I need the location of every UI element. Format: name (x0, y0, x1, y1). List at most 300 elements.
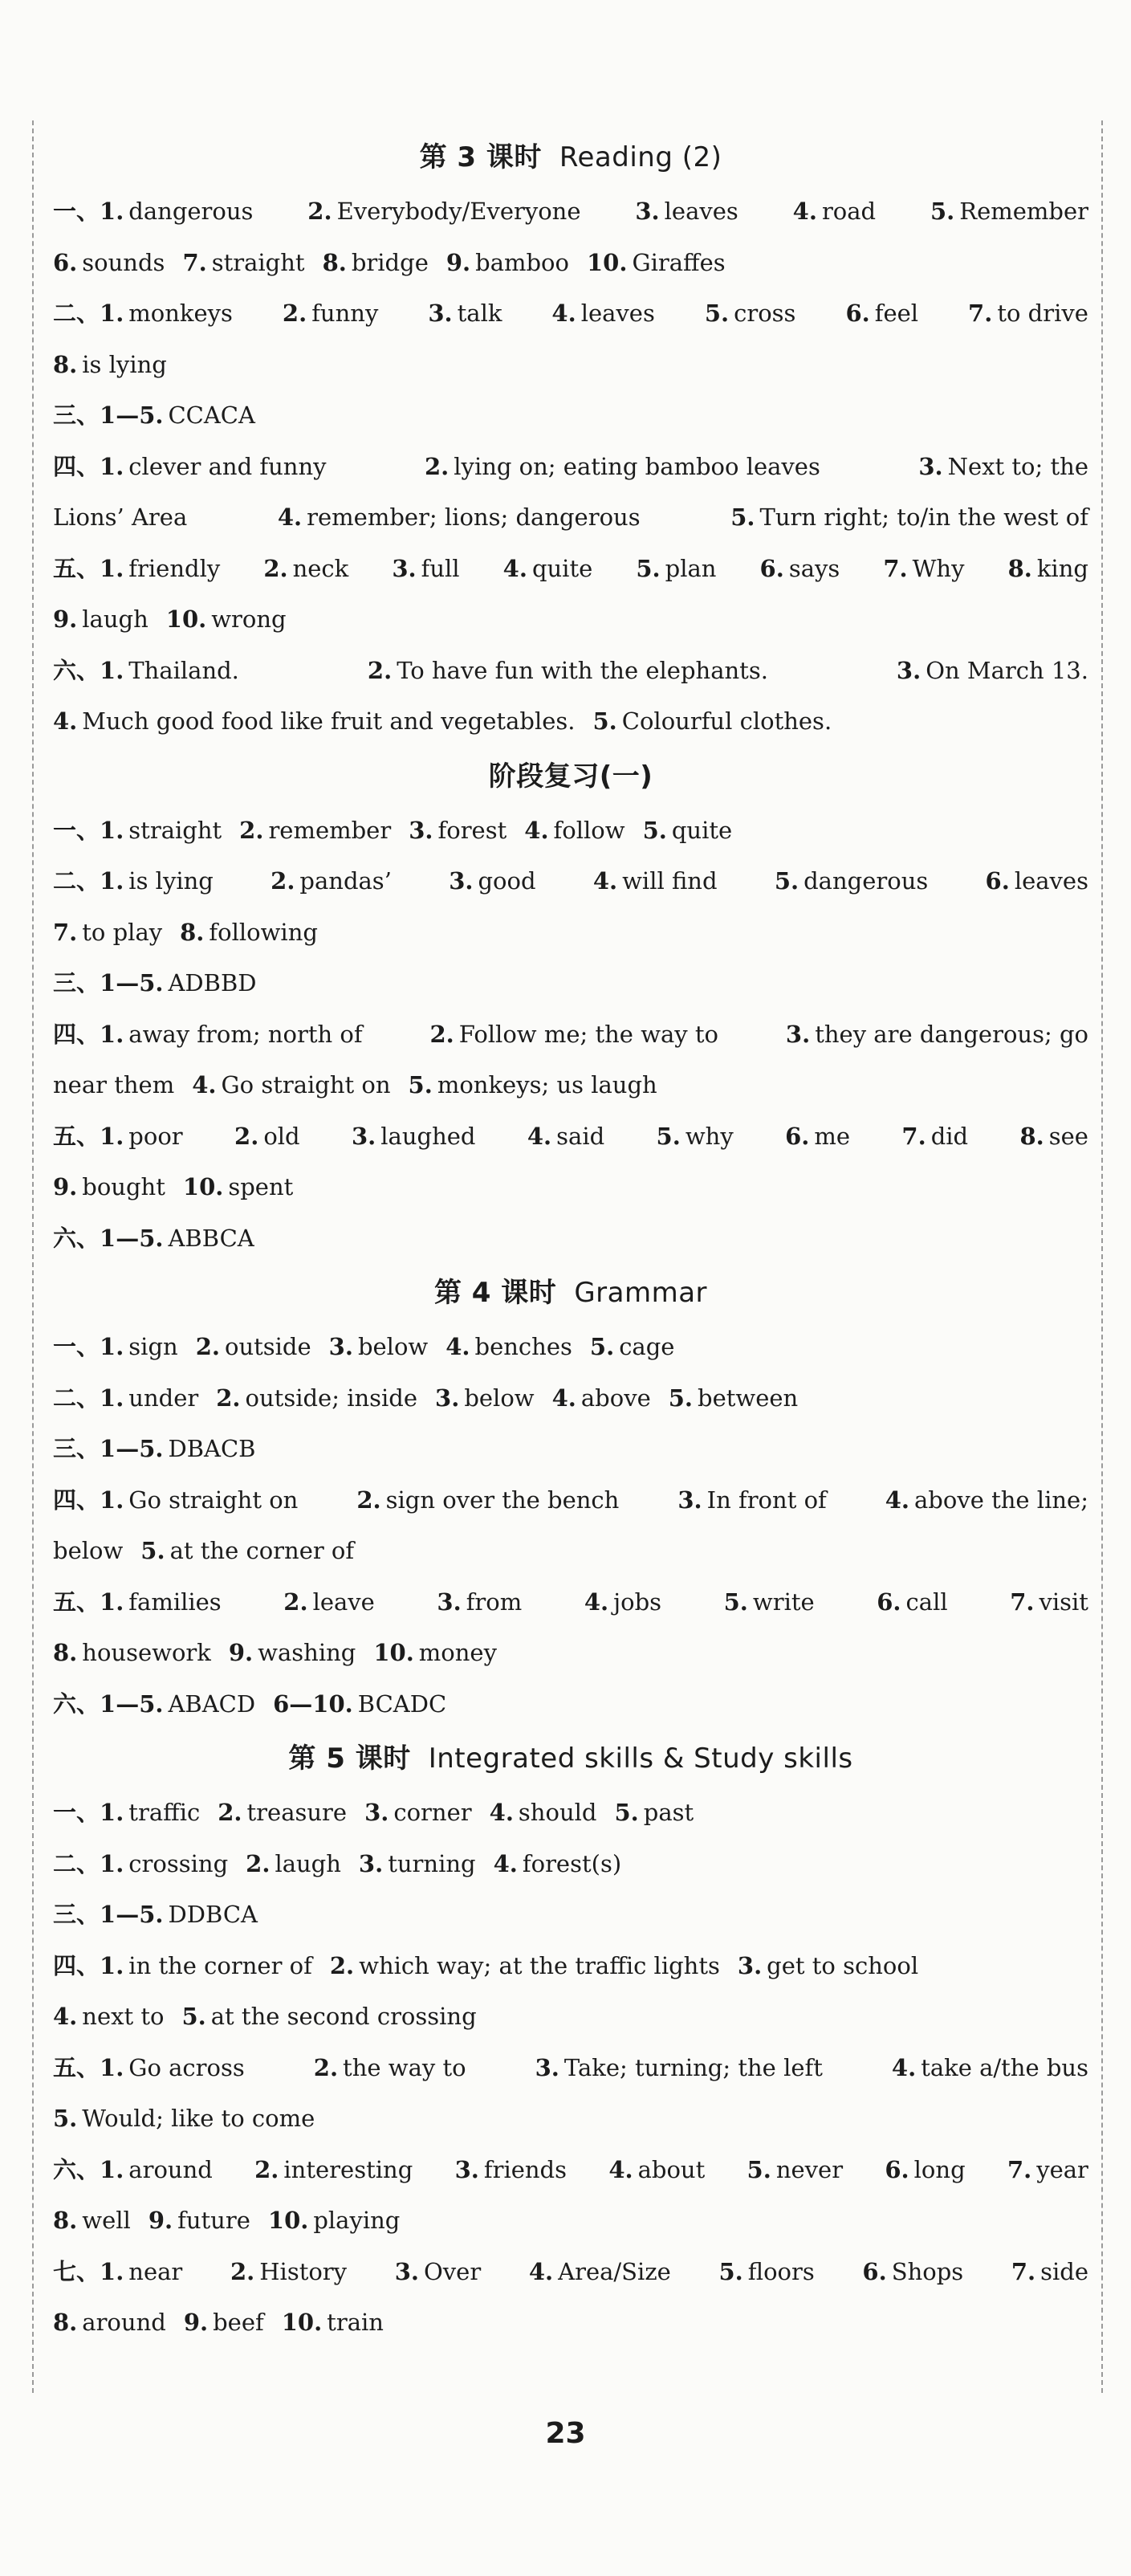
answer-text: wrong (211, 605, 287, 633)
answer-item (885, 2145, 965, 2196)
question-number: 6. (759, 554, 784, 582)
question-number: 10. (267, 2207, 309, 2234)
question-number: 6. (877, 1588, 901, 1616)
answer-line (53, 2297, 1088, 2349)
answer-text: Follow me; the way to (458, 1020, 719, 1048)
answer-item (181, 1991, 476, 2043)
answer-text: forest (437, 816, 507, 844)
answer-item (587, 238, 726, 289)
section-title-cn: 阶段复习(一) (488, 760, 653, 793)
answer-text: straight (128, 816, 222, 844)
answer-key-content (53, 128, 1088, 2349)
question-number: 2. (254, 2155, 279, 2183)
question-number: 1—5. (100, 1901, 164, 1928)
answer-item (330, 1941, 720, 1992)
answer-text: is lying (128, 867, 214, 895)
answer-text: ADBBD (168, 969, 257, 997)
answer-line (53, 288, 1088, 340)
answer-text: Giraffes (632, 248, 726, 276)
answer-line (53, 1162, 1088, 1213)
question-number: 7. (182, 248, 207, 276)
answer-line (53, 907, 1088, 959)
question-number: 3. (428, 300, 453, 327)
question-number: 5. (730, 503, 755, 531)
answer-text: follow (553, 816, 625, 844)
question-number: 4. (445, 1333, 470, 1360)
question-group-label: 六、 (53, 1689, 100, 1718)
answer-text: Next to; the (947, 452, 1088, 480)
answer-line (53, 696, 1088, 748)
answer-item (53, 696, 575, 748)
answer-item (449, 856, 535, 907)
section-title (53, 1730, 1088, 1787)
answer-text: under (128, 1384, 199, 1412)
answer-text: laugh (82, 605, 148, 633)
answer-item (455, 2145, 567, 2196)
answer-text: funny (311, 300, 379, 327)
question-number: 2. (356, 1486, 381, 1514)
answer-text: friendly (128, 554, 221, 582)
answer-item (883, 544, 964, 595)
answer-item (283, 288, 378, 340)
answer-text: they are dangerous; go (815, 1020, 1088, 1048)
question-number: 7. (1007, 2155, 1032, 2183)
question-number: 3. (328, 1333, 353, 1360)
answer-item (428, 288, 502, 340)
answer-text: In front of (706, 1486, 827, 1514)
answer-item (786, 1009, 1088, 1061)
answer-text: To have fun with the elephants. (397, 656, 768, 684)
answer-text: year (1036, 2155, 1088, 2183)
question-group-label: 一、 (53, 1333, 100, 1360)
question-number: 2. (282, 300, 307, 327)
answer-item (356, 1475, 619, 1526)
answer-item (445, 1322, 572, 1373)
answer-text: call (905, 1588, 948, 1616)
question-number: 2. (283, 1588, 308, 1616)
answer-text: neck (292, 554, 349, 582)
answer-item (53, 1526, 123, 1577)
answer-item (282, 2297, 384, 2349)
answer-text: talk (457, 300, 502, 327)
answer-text: Thailand. (128, 656, 239, 684)
answer-item (307, 186, 580, 238)
question-group-label: 五、 (53, 2053, 100, 2081)
question-number: 2. (307, 198, 332, 225)
question-number: 4. (551, 1384, 576, 1412)
answer-item (53, 1213, 254, 1265)
section-title-cn: 第 3 课时 (419, 141, 542, 173)
answer-item (53, 544, 220, 595)
question-number: 1. (100, 1486, 124, 1514)
answer-item (180, 907, 318, 959)
answer-text: pandas’ (299, 867, 392, 895)
answer-text: below (357, 1333, 429, 1360)
answer-text: Take; turning; the left (563, 2053, 823, 2081)
answer-item (53, 1111, 183, 1163)
answer-text: housework (82, 1639, 211, 1666)
question-number: 4. (891, 2053, 917, 2081)
answer-item (53, 2043, 245, 2094)
answer-item (435, 1373, 535, 1425)
answer-item (494, 1839, 622, 1890)
answer-text: benches (474, 1333, 572, 1360)
answer-item (373, 1628, 497, 1679)
question-number: 1. (100, 1020, 124, 1048)
question-group-label: 五、 (53, 1122, 100, 1150)
answer-text: did (930, 1122, 969, 1150)
answer-item (669, 1373, 799, 1425)
answer-line (53, 1060, 1088, 1111)
answer-item (529, 2247, 671, 2298)
answer-text: remember; lions; dangerous (307, 503, 641, 531)
answer-item (239, 805, 391, 857)
answer-item (183, 1162, 293, 1213)
answer-item (53, 856, 214, 907)
answer-text: outside (224, 1333, 311, 1360)
answer-text: crossing (128, 1849, 229, 1877)
answer-item (986, 856, 1088, 907)
question-number: 1. (100, 1588, 124, 1616)
answer-text: bridge (351, 248, 429, 276)
answer-text: cage (619, 1333, 675, 1360)
question-number: 1. (100, 452, 124, 480)
answer-text: get to school (767, 1951, 919, 1979)
question-number: 2. (425, 452, 450, 480)
question-number: 1—5. (100, 1689, 164, 1718)
answer-item (254, 2145, 413, 2196)
answer-text: at the second crossing (210, 2003, 477, 2030)
answer-line (53, 1475, 1088, 1526)
question-number: 9. (148, 2207, 173, 2234)
question-group-label: 一、 (53, 816, 100, 844)
answer-item (166, 594, 287, 646)
question-group-label: 五、 (53, 1588, 100, 1616)
answer-item (885, 1475, 1088, 1526)
answer-text: remember (268, 816, 392, 844)
question-number: 1. (100, 2257, 124, 2285)
answer-text: straight (211, 248, 305, 276)
answer-line (53, 1839, 1088, 1890)
question-number: 3. (677, 1486, 702, 1514)
answer-item (53, 1839, 228, 1890)
question-group-label: 三、 (53, 401, 100, 429)
section-title-en: Grammar (574, 1277, 708, 1309)
question-number: 2. (234, 1122, 259, 1150)
question-number: 1. (100, 816, 124, 844)
question-number: 3. (358, 1849, 384, 1877)
answer-item (1011, 2247, 1088, 2298)
answer-item (283, 1577, 375, 1628)
answer-line (53, 2195, 1088, 2247)
answer-item (724, 1577, 815, 1628)
answer-text: History (259, 2257, 348, 2285)
answer-text: below (464, 1384, 535, 1412)
question-number: 8. (53, 1639, 78, 1666)
answer-text: traffic (128, 1799, 201, 1826)
answer-item (552, 1373, 651, 1425)
answer-item (730, 492, 1088, 544)
answer-line (53, 1679, 1088, 1730)
answer-line (53, 1373, 1088, 1425)
answer-item (314, 2043, 466, 2094)
answer-text: write (752, 1588, 815, 1616)
answer-item (901, 1111, 968, 1163)
answer-text: CCACA (168, 401, 255, 429)
answer-item (437, 1577, 522, 1628)
answer-item (718, 2247, 814, 2298)
answer-item (53, 390, 255, 442)
question-number: 3. (409, 816, 433, 844)
answer-text: On March 13. (926, 656, 1088, 684)
question-number: 5. (140, 1537, 165, 1564)
answer-text: Over (424, 2257, 482, 2285)
question-number: 4. (528, 2257, 554, 2285)
answer-text: road (821, 198, 877, 225)
answer-item (785, 1111, 850, 1163)
question-group-label: 二、 (53, 1849, 100, 1877)
answer-item (53, 1009, 363, 1061)
question-number: 3. (394, 2257, 420, 2285)
answer-text: leaves (580, 300, 655, 327)
answer-text: clever and funny (128, 452, 327, 480)
answer-item (614, 1787, 694, 1839)
answer-item (862, 2247, 963, 2298)
answer-item (635, 186, 738, 238)
answer-item (395, 2247, 481, 2298)
answer-text: at the corner of (169, 1537, 355, 1564)
answer-text: ABACD (168, 1689, 256, 1718)
answer-item (53, 1162, 165, 1213)
answer-text: Area/Size (558, 2257, 671, 2285)
answer-text: BCADC (357, 1689, 447, 1718)
answer-text: between (698, 1384, 799, 1412)
answer-item (53, 1475, 298, 1526)
answer-text: sign (128, 1333, 178, 1360)
answer-line (53, 1322, 1088, 1373)
page-number: 23 (545, 2417, 586, 2450)
answer-text: which way; at the traffic lights (359, 1951, 720, 1979)
question-number: 4. (792, 198, 817, 225)
question-number: 5. (930, 198, 955, 225)
answer-text: below (53, 1537, 124, 1564)
question-number: 3. (454, 2155, 479, 2183)
question-number: 1—5. (100, 1435, 164, 1462)
answer-text: well (82, 2207, 131, 2234)
answer-line (53, 1628, 1088, 1679)
answer-line (53, 646, 1088, 697)
answer-text: families (128, 1588, 222, 1616)
answer-item (877, 1577, 947, 1628)
answer-item (53, 1060, 174, 1111)
answer-text: says (788, 554, 840, 582)
answer-line (53, 1991, 1088, 2043)
answer-item (53, 1787, 200, 1839)
answer-item (968, 288, 1088, 340)
answer-line (53, 1213, 1088, 1265)
answer-text: sounds (82, 248, 165, 276)
answer-text: DDBCA (168, 1901, 258, 1928)
question-number: 3. (785, 1020, 811, 1048)
answer-item (368, 646, 768, 697)
question-group-label: 四、 (53, 1951, 100, 1979)
answer-item (53, 2297, 166, 2349)
question-number: 8. (53, 2207, 78, 2234)
answer-item (643, 805, 733, 857)
section-title-en: Integrated skills & Study skills (428, 1742, 853, 1775)
question-number: 2. (429, 1020, 454, 1048)
answer-item (392, 544, 459, 595)
answer-item (425, 442, 820, 493)
question-number: 1. (100, 1849, 124, 1877)
question-number: 1. (100, 867, 124, 895)
question-number: 2. (216, 1384, 241, 1412)
question-number: 5. (747, 2155, 771, 2183)
question-number: 2. (367, 656, 393, 684)
answer-text: king (1036, 554, 1088, 582)
question-number: 2. (218, 1799, 242, 1826)
answer-text: bought (82, 1173, 165, 1200)
answer-line (53, 492, 1088, 544)
answer-item (218, 1787, 347, 1839)
answer-text: Lions’ Area (53, 503, 188, 531)
answer-item (53, 958, 257, 1009)
answer-text: beef (213, 2309, 264, 2336)
answer-text: good (478, 867, 536, 895)
answer-item (892, 2043, 1088, 2094)
answer-text: ABBCA (168, 1224, 254, 1252)
question-number: 5. (181, 2003, 206, 2030)
question-number: 1. (100, 300, 124, 327)
question-group-label: 五、 (53, 554, 100, 582)
question-number: 10. (586, 248, 628, 276)
answer-line (53, 594, 1088, 646)
answer-item (53, 1577, 222, 1628)
question-number: 1. (100, 1122, 124, 1150)
answer-item (53, 288, 233, 340)
question-number: 5. (723, 1588, 748, 1616)
question-number: 7. (53, 918, 78, 946)
question-number: 3. (352, 1122, 376, 1150)
question-group-label: 三、 (53, 1901, 100, 1928)
question-number: 7. (883, 554, 908, 582)
question-number: 5. (642, 816, 667, 844)
answer-item (1010, 1577, 1088, 1628)
question-number: 2. (246, 1849, 271, 1877)
answer-item (271, 856, 392, 907)
answer-item (409, 805, 507, 857)
answer-item (918, 442, 1088, 493)
question-number: 9. (53, 605, 78, 633)
question-number: 9. (53, 1173, 78, 1200)
answer-text: floors (747, 2257, 815, 2285)
answer-item (490, 1787, 597, 1839)
answer-item (705, 288, 796, 340)
question-number: 2. (271, 867, 295, 895)
answer-item (53, 1679, 255, 1730)
answer-text: money (418, 1639, 497, 1666)
question-number: 9. (183, 2309, 209, 2336)
question-number: 7. (968, 300, 993, 327)
answer-item (657, 1111, 734, 1163)
answer-item (53, 2247, 182, 2298)
answer-line (53, 805, 1088, 857)
question-number: 8. (53, 350, 78, 378)
answer-text: should (518, 1799, 597, 1826)
question-number: 10. (165, 605, 207, 633)
answer-item (930, 186, 1088, 238)
answer-item (53, 1424, 255, 1475)
answer-text: monkeys (128, 300, 233, 327)
question-number: 5. (656, 1122, 681, 1150)
question-group-label: 四、 (53, 1020, 100, 1048)
answer-text: outside; inside (245, 1384, 418, 1412)
question-number: 2. (329, 1951, 355, 1979)
answer-item (196, 1322, 311, 1373)
answer-text: visit (1039, 1588, 1088, 1616)
question-number: 8. (180, 918, 205, 946)
answer-text: laughed (380, 1122, 476, 1150)
answer-item (246, 1839, 341, 1890)
question-number: 2. (195, 1333, 220, 1360)
question-number: 4. (527, 1122, 552, 1150)
question-group-label: 七、 (53, 2257, 100, 2285)
question-number: 5. (636, 554, 661, 582)
answer-text: plan (665, 554, 717, 582)
question-number: 1. (100, 2155, 124, 2183)
answer-item (527, 1111, 604, 1163)
question-number: 4. (551, 300, 576, 327)
answer-item (230, 2247, 347, 2298)
answer-item (364, 1787, 472, 1839)
question-number: 5. (718, 2257, 743, 2285)
answer-item (53, 2145, 213, 2196)
answer-text: Go straight on (128, 1486, 299, 1514)
answer-line (53, 544, 1088, 595)
answer-item (53, 1889, 258, 1941)
question-number: 4. (489, 1799, 514, 1826)
answer-text: from (466, 1588, 523, 1616)
answer-text: bamboo (475, 248, 569, 276)
answer-text: see (1048, 1122, 1088, 1150)
answer-item (53, 238, 165, 289)
answer-item (278, 492, 641, 544)
question-number: 4. (192, 1071, 217, 1098)
question-number: 3. (896, 656, 921, 684)
question-number: 1. (100, 1799, 124, 1826)
answer-line (53, 1111, 1088, 1163)
answer-item (677, 1475, 826, 1526)
answer-text: said (556, 1122, 605, 1150)
question-number: 6—10. (273, 1689, 353, 1718)
answer-line (53, 1009, 1088, 1061)
answer-text: around (82, 2309, 166, 2336)
answer-item (845, 288, 918, 340)
question-number: 1. (100, 1951, 124, 1979)
answer-text: poor (128, 1122, 183, 1150)
answer-item (53, 1628, 211, 1679)
answer-item (184, 2297, 264, 2349)
question-group-label: 二、 (53, 867, 100, 895)
answer-item (584, 1577, 661, 1628)
section-title-cn: 第 4 课时 (433, 1277, 557, 1309)
answer-item (608, 2145, 705, 2196)
question-number: 3. (918, 452, 943, 480)
question-number: 4. (592, 867, 618, 895)
answer-text: near them (53, 1071, 175, 1098)
answer-item (738, 1941, 918, 1992)
answer-text: leaves (1014, 867, 1088, 895)
